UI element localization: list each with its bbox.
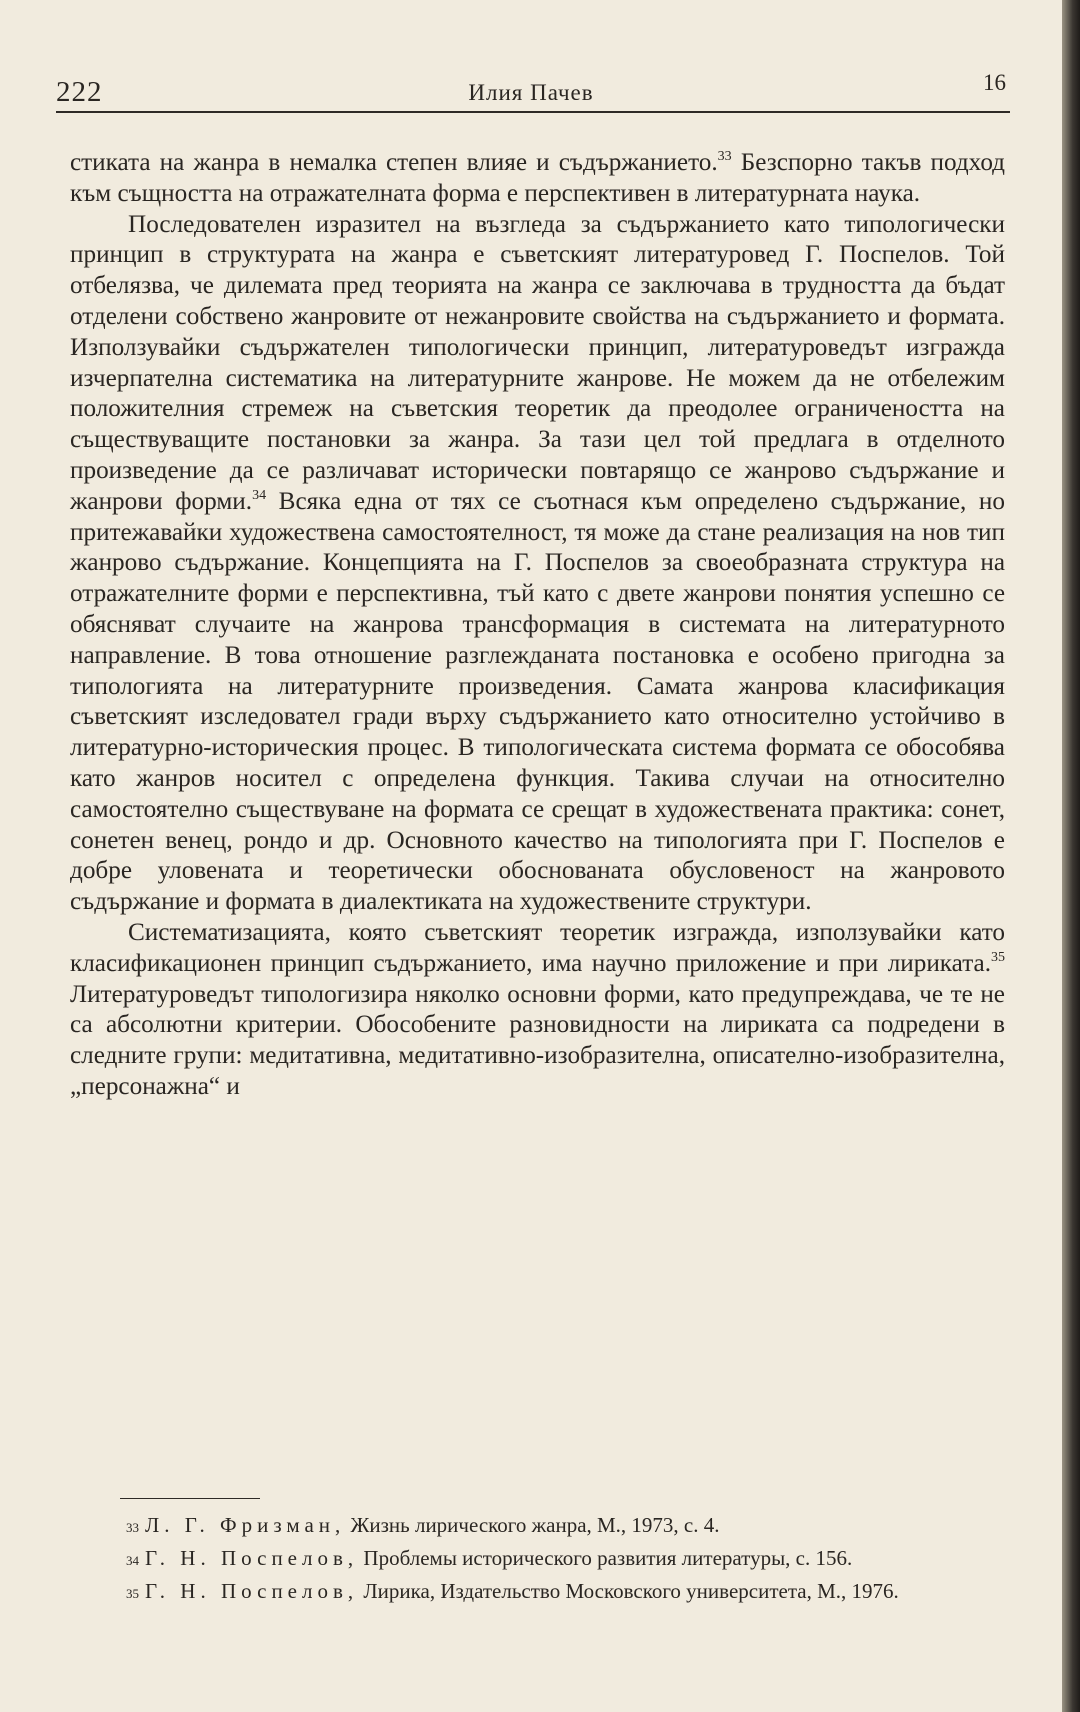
running-head-author: Илия Пачев xyxy=(468,80,594,105)
header-rule xyxy=(56,111,1010,113)
footnote xyxy=(70,1576,1005,1609)
paragraph: Последователен изразител на възгледа за съдържанието като типологически принцип в структурата на жанра е съветският литературовед Г. Поспелов. Той отбелязва, че дилемата пред теорията на жанра се заключава в трудността да бъдат отделени собствено жанровите от нежанровите свойства на съдържанието и формата. Използувайки съдържателен типологически принцип, литературоведът изгражда изчерпателна систематика на литературните жанрове. Не можем да не отбележим положителния стремеж на съветския теоретик да преодолее ограничеността на съществуващите постановки за жанра. За тази цел той предлага в отделното произведение да се различават исторически повтарящо се жанрово съдържание и жанрови форми.$^{34}$ Всяка една от тях се съотнася към определено съдържание, но притежавайки художествена самостоятелност, тя може да стане реализация на нов тип жанрово съдържание. Концепцията на Г. Поспелов за своеобразната структура на отражателните форми е перспективна, тъй като с двете жанрови понятия успешно се обясняват случаите на жанрова трансформация в системата на литературното направление. В това отношение разглежданата постановка е особено пригодна за типологията на литературните произведения. Самата жанрова класификация съветският изследовател гради върху съдържанието като относително устойчиво в литературно-историческия процес. В типологическата система формата се обособява като жанров носител с определена функция. Такива случаи на относително самостоятелно съществуване на формата се срещат в художествената практика: сонет, сонетен венец, рондо и др. Основното качество на типологията при Г. Поспелов е добре уловената и теоретически обоснованата обусловеност на жанровото съдържание и формата в диалектиката на художествените структури. xyxy=(70,210,1005,916)
footnotes xyxy=(70,1510,1005,1609)
paragraph: стиката на жанра в немалка степен влияе и съдържанието.$^{33}$ Безспорно такъв подход към същността на отражателната форма е перспективен в литературната наука. xyxy=(70,149,1006,207)
footnote-text: Жизнь лирического жанра, М., 1973, с. 4. xyxy=(345,1513,720,1537)
running-head xyxy=(56,70,1006,110)
footnote-number: 35 xyxy=(126,1586,139,1601)
footnote-text: Лирика, Издательство Московского университета, М., 1976. xyxy=(358,1579,899,1603)
footnote xyxy=(70,1543,1005,1576)
footnote-author: Г. Н. Поспелов, xyxy=(145,1579,359,1603)
footnote-author: Л. Г. Фризман, xyxy=(145,1513,346,1537)
footnote-number: 34 xyxy=(126,1553,139,1568)
page-edge-shadow xyxy=(1062,0,1080,1712)
footnote-text: Проблемы исторического развития литературы, с. 156. xyxy=(358,1546,853,1570)
footnote-author: Г. Н. Поспелов, xyxy=(145,1546,359,1570)
footnote-rule xyxy=(120,1498,260,1499)
footnote-number: 33 xyxy=(126,1520,139,1535)
page-number: 222 xyxy=(56,76,103,108)
footnote-ref: 34 xyxy=(252,487,267,503)
body-text xyxy=(70,148,1005,1103)
footnote xyxy=(70,1510,1005,1543)
footnote-ref: 33 xyxy=(717,149,732,164)
paragraph: Систематизацията, която съветският теоретик изгражда, използувайки като класификационен принцип съдържанието, има научно приложение и при лириката.$^{35}$ Литературоведът типологизира няколко основни форми, като предупреждава, че те не са абсолютни критерии. Обособените разновидности на лириката са подредени в следните групи: медитативна, медитативно-изобразителна, описателно-изобразителна, „персонажна“ и xyxy=(70,918,1005,1100)
footnote-ref: 35 xyxy=(991,949,1005,965)
sheet-number: 16 xyxy=(983,70,1006,95)
